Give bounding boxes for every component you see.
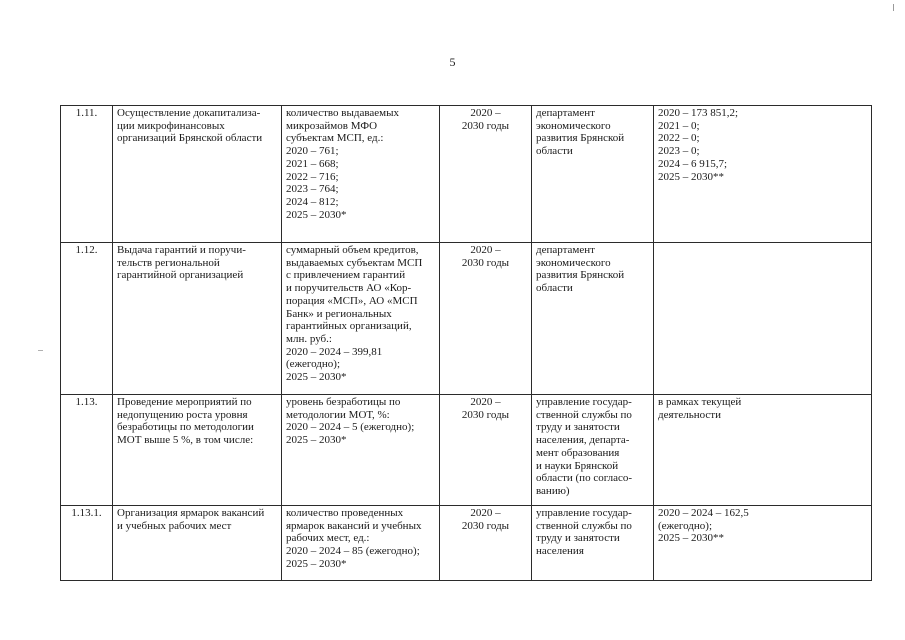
cell-text-line: ции микрофинансовых [117, 119, 225, 132]
cell-text-line: 2022 – 716; [286, 170, 339, 183]
cell-text-line: МОТ выше 5 %, в том числе: [117, 434, 254, 447]
cell-text-line: развития Брянской [536, 132, 625, 145]
cell-text-line: 2021 – 0; [658, 119, 700, 132]
cell-text-line: 2020 – [470, 244, 501, 256]
cell-text-line: 2021 – 668; [286, 157, 339, 170]
cell-text-line: департамент [536, 244, 595, 256]
program-measures-table [60, 105, 872, 581]
cell-text-line: Организация ярмарок вакансий [117, 507, 265, 519]
cell-text-line: выдаваемых субъектам МСП [286, 256, 423, 269]
cell-text-line: гарантийных организаций, [286, 320, 412, 333]
cell-text-line: и поручительств АО «Кор- [286, 282, 412, 295]
cell-text-line: области (по согласо- [536, 472, 633, 485]
page-number: 5 [449, 55, 456, 69]
funding-cell [654, 106, 872, 243]
cell-text-line: 2025 – 2030* [286, 208, 347, 221]
cell-text-line: ственной службы по [536, 408, 632, 421]
cell-text-line: деятельности [658, 408, 721, 421]
table-row [61, 106, 872, 243]
cell-text-line: 2025 – 2030* [286, 371, 347, 384]
cell-text-line: безработицы по методологии [117, 421, 254, 434]
cell-text-line: населения [536, 545, 584, 558]
cell-text-line: микрозаймов МФО [286, 119, 378, 132]
executor-cell [532, 506, 654, 581]
event-cell [113, 106, 282, 243]
cell-text-line: 2022 – 0; [658, 132, 700, 145]
cell-text-line: порация «МСП», АО «МСП [286, 294, 418, 307]
cell-text-line: в рамках текущей [658, 396, 742, 408]
cell-text-line: области [536, 145, 573, 158]
cell-text-line: 2020 – [470, 396, 501, 408]
scan-corner-mark [893, 4, 894, 11]
executor-cell [532, 243, 654, 395]
cell-text-line: 2020 – [470, 507, 501, 519]
cell-text-line: 2020 – 761; [286, 145, 339, 158]
cell-text-line: тельств региональной [117, 256, 220, 269]
funding-cell [654, 243, 872, 395]
funding-cell [654, 395, 872, 506]
cell-text-line: субъектам МСП, ед.: [286, 132, 384, 145]
cell-text-line: количество выдаваемых [286, 107, 399, 119]
cell-text-line: организаций Брянской области [117, 132, 263, 145]
table-row [61, 395, 872, 506]
cell-text-line: экономического [536, 119, 611, 132]
cell-text-line: экономического [536, 256, 611, 269]
table-row [61, 243, 872, 395]
cell-text-line: и науки Брянской [536, 459, 619, 472]
row-number-cell: 1.11. [61, 106, 113, 243]
funding-cell [654, 506, 872, 581]
cell-text-line: уровень безработицы по [286, 396, 401, 408]
cell-text-line: 2020 – 2024 – 85 (ежегодно); [286, 545, 420, 558]
cell-text-line: 2025 – 2030* [286, 557, 347, 570]
executor-cell [532, 395, 654, 506]
cell-text-line: мент образования [536, 446, 620, 459]
cell-text-line: ственной службы по [536, 519, 632, 532]
cell-text-line: 2025 – 2030* [286, 434, 347, 447]
cell-text-line: с привлечением гарантий [286, 269, 406, 282]
executor-cell [532, 106, 654, 243]
cell-text-line: количество проведенных [286, 507, 404, 519]
cell-text-line: и учебных рабочих мест [117, 519, 232, 532]
cell-text-line: 2025 – 2030** [658, 532, 724, 545]
cell-text-line: 2020 – 173 851,2; [658, 107, 739, 119]
cell-text-line: Выдача гарантий и поручи- [117, 244, 246, 256]
cell-text-line: 2030 годы [461, 256, 510, 269]
scan-margin-mark [38, 350, 43, 351]
cell-text-line: методологии МОТ, %: [286, 408, 390, 421]
row-number-cell: 1.12. [61, 243, 113, 395]
cell-text-line: 2030 годы [461, 119, 510, 132]
row-number-cell: 1.13.1. [61, 506, 113, 581]
cell-text-line: 2030 годы [461, 408, 510, 421]
cell-text-line: области [536, 282, 573, 295]
cell-text-line: млн. руб.: [286, 332, 332, 345]
period-cell [440, 395, 532, 506]
cell-text-line: 2020 – [470, 107, 501, 119]
cell-text-line: ванию) [536, 484, 570, 497]
indicator-cell [282, 395, 440, 506]
cell-text-line: населения, департа- [536, 434, 630, 447]
row-number-cell: 1.13. [61, 395, 113, 506]
cell-text-line: 2024 – 812; [286, 195, 339, 208]
cell-text-line: 2020 – 2024 – 399,81 [286, 345, 383, 358]
cell-text-line: Банк» и региональных [286, 307, 392, 320]
period-cell [440, 506, 532, 581]
event-cell [113, 395, 282, 506]
cell-text-line: управление государ- [536, 507, 632, 519]
cell-text-line: труду и занятости [536, 532, 620, 545]
table-row [61, 506, 872, 581]
cell-text-line: 2025 – 2030** [658, 170, 724, 183]
cell-text-line: недопущению роста уровня [117, 408, 248, 421]
cell-text-line: 2023 – 0; [658, 145, 700, 158]
cell-text-line: ярмарок вакансий и учебных [286, 519, 422, 532]
cell-text-line: Осуществление докапитализа- [117, 107, 261, 119]
cell-text-line: 2020 – 2024 – 162,5 [658, 507, 749, 519]
cell-text-line: (ежегодно); [286, 358, 341, 371]
cell-text-line: 2020 – 2024 – 5 (ежегодно); [286, 421, 415, 434]
cell-text-line: департамент [536, 107, 595, 119]
event-cell [113, 506, 282, 581]
event-cell [113, 243, 282, 395]
cell-text-line: суммарный объем кредитов, [286, 244, 419, 256]
cell-text-line: рабочих мест, ед.: [286, 532, 370, 545]
cell-text-line: 2023 – 764; [286, 183, 339, 196]
cell-text-line: развития Брянской [536, 269, 625, 282]
cell-text-line: 2030 годы [461, 519, 510, 532]
cell-text-line: (ежегодно); [658, 519, 713, 532]
cell-text-line: 2024 – 6 915,7; [658, 157, 728, 170]
indicator-cell [282, 506, 440, 581]
period-cell [440, 243, 532, 395]
cell-text-line: гарантийной организацией [117, 269, 244, 282]
period-cell [440, 106, 532, 243]
indicator-cell [282, 106, 440, 243]
cell-text-line: Проведение мероприятий по [117, 396, 252, 408]
indicator-cell [282, 243, 440, 395]
cell-text-line: труду и занятости [536, 421, 620, 434]
cell-text-line: управление государ- [536, 396, 632, 408]
